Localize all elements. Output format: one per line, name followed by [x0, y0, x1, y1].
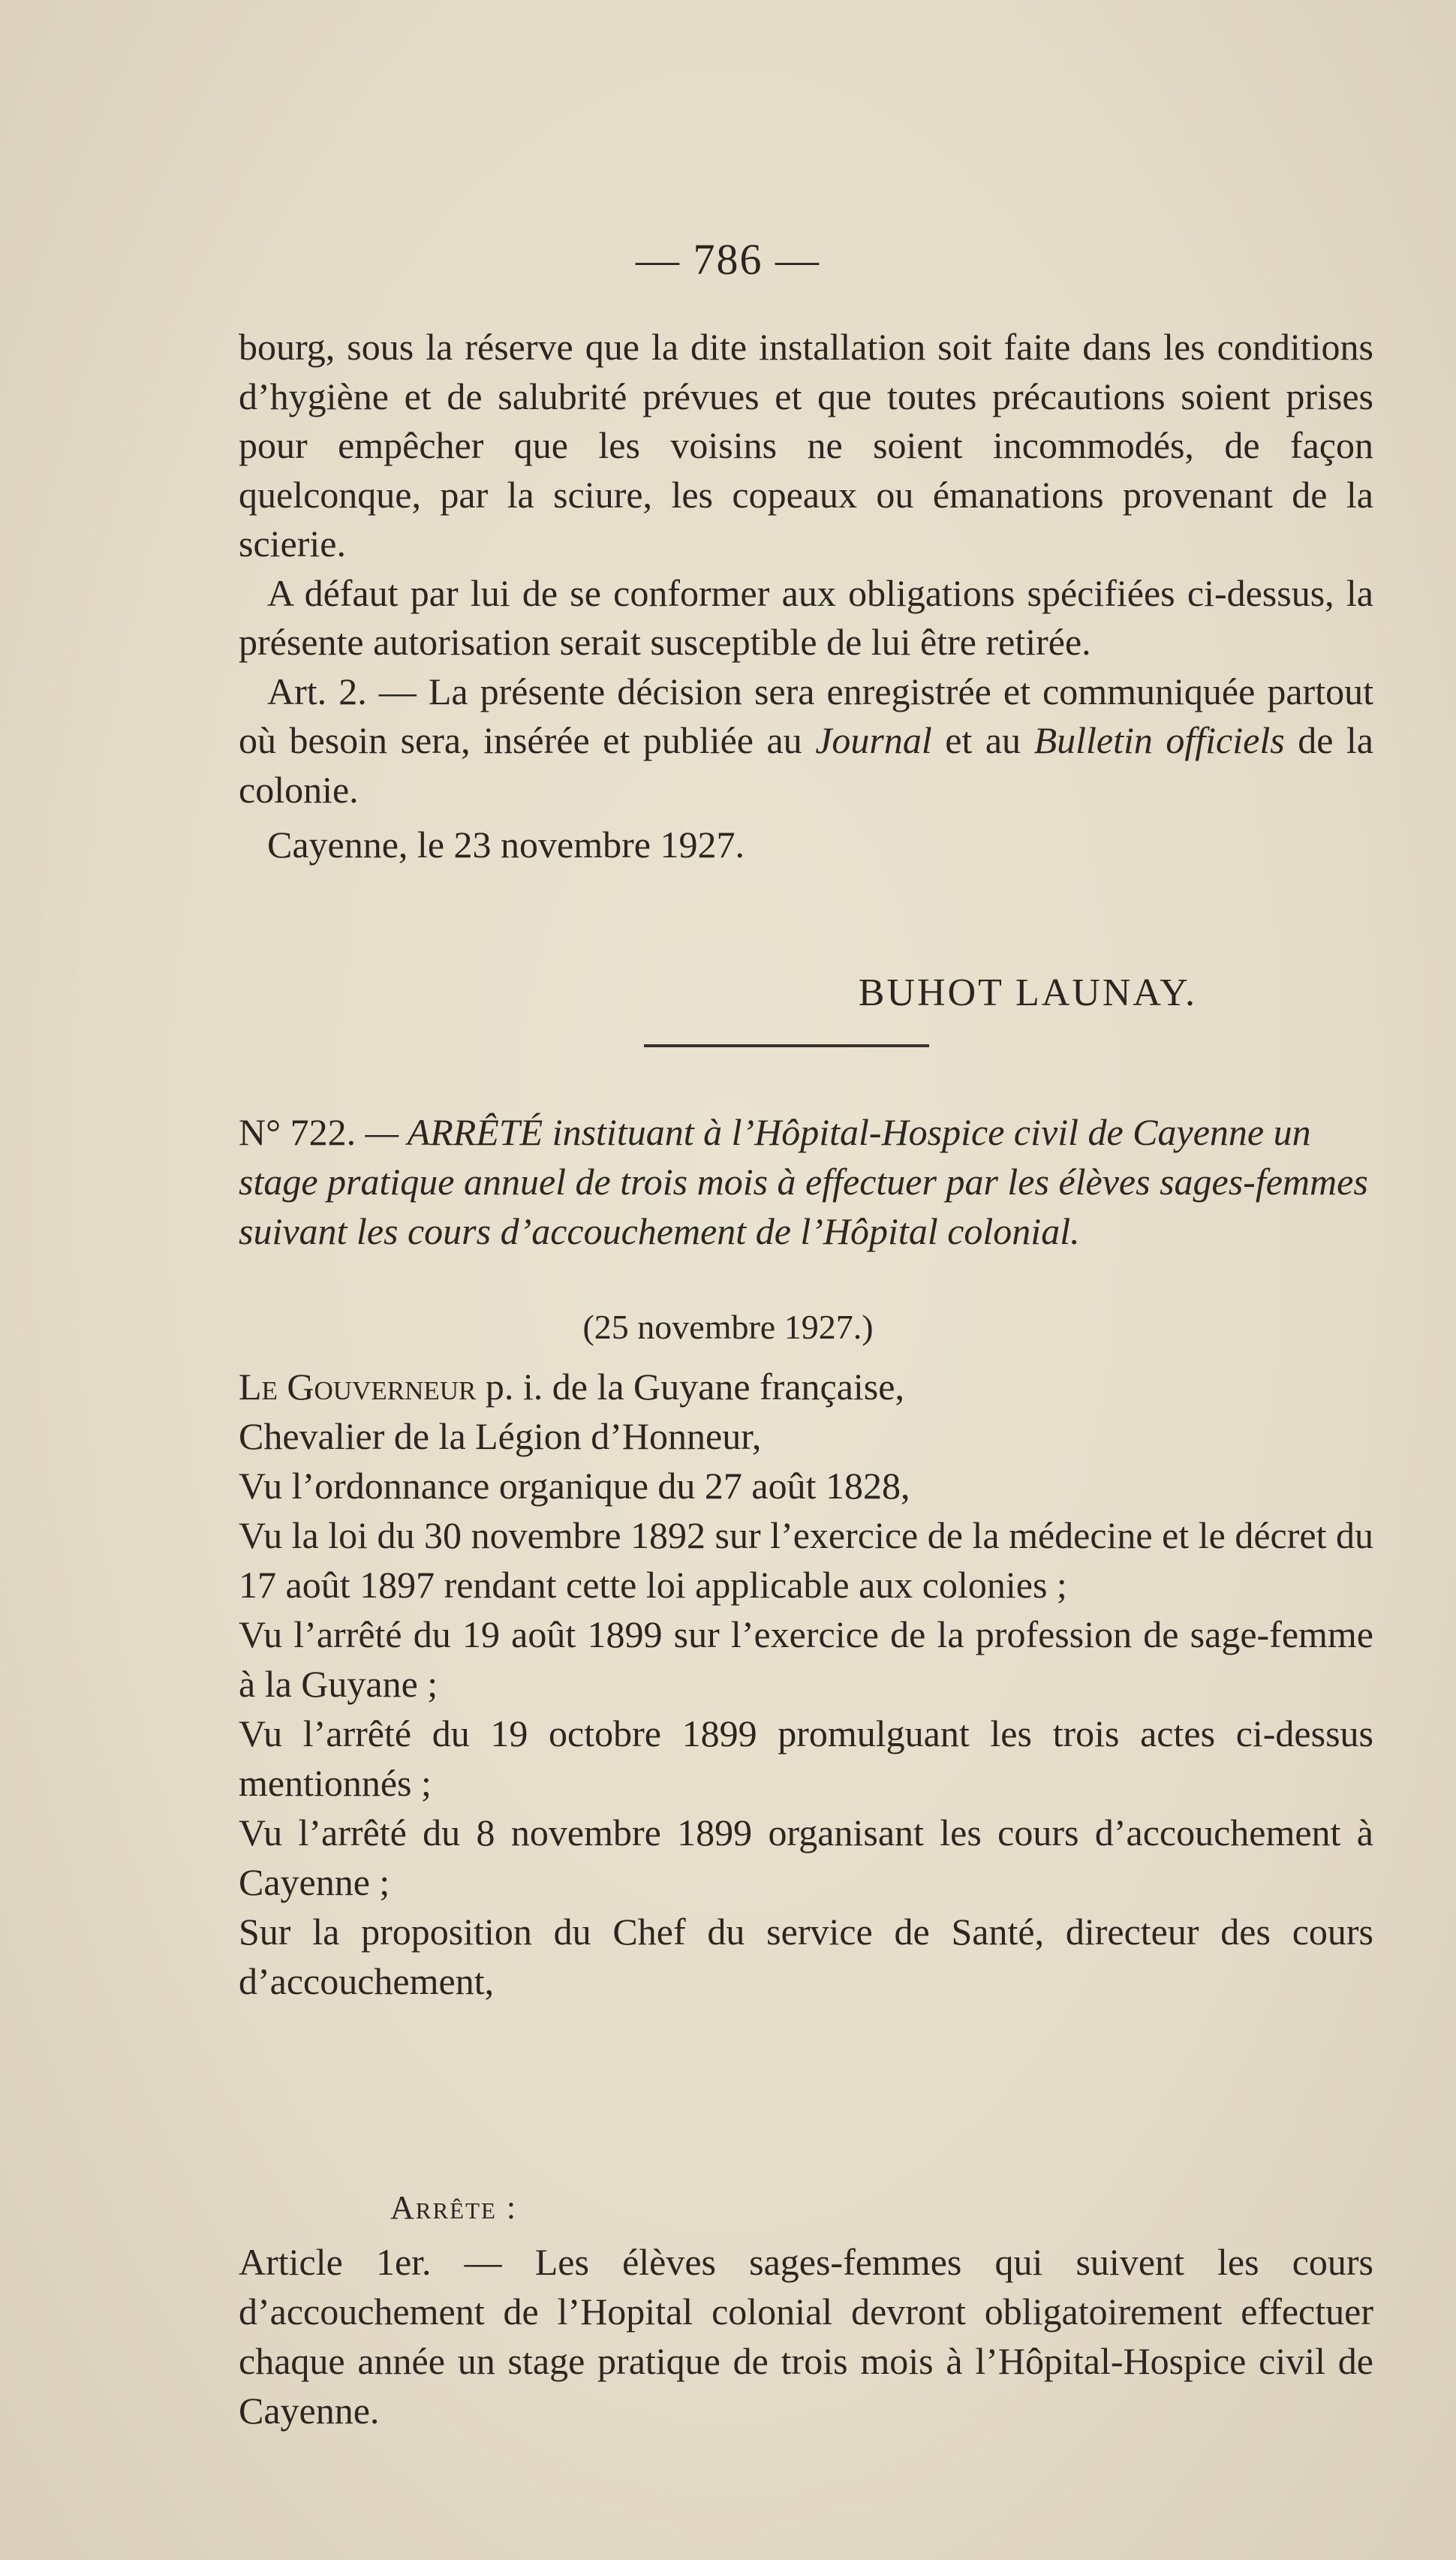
- article-1-text: Article 1er. — Les élèves sages-femmes qui suivent les cours d’accouchement de l’Hopital colonial devront obligatoirement effectuer chaque année un stage pratique de trois mois à l’Hôpital-Hospice civil de Cayenne.: [239, 2241, 1373, 2432]
- sur-proposition: Sur la proposition du Chef du service de Santé, directeur des cours d’accouchement,: [239, 1911, 1373, 2002]
- vu-arrete-aout: Vu l’arrêté du 19 août 1899 sur l’exercice de la profession de sage-femme à la Guyane ;: [239, 1613, 1373, 1705]
- article-1: [239, 2237, 1373, 2435]
- bulletin-words: Bulletin officiels: [1033, 719, 1285, 761]
- arrete-heading: [239, 1107, 1373, 1256]
- article-2-lead: Art. 2. — La présente décision sera enregistrée et communiquée partout où besoin sera, insérée et publiée au: [239, 670, 1373, 761]
- article-2-end: de la colonie.: [239, 719, 1373, 811]
- section-divider: [644, 1044, 929, 1047]
- arrete-date: (25 novembre 1927.): [582, 1308, 874, 1346]
- vu-arrete-novembre: Vu l’arrêté du 8 novembre 1899 organisant les cours d’accouchement à Cayenne ;: [239, 1812, 1373, 1903]
- paragraph-scierie: [239, 323, 1373, 870]
- article-2-mid: et au: [931, 719, 1034, 761]
- vu-loi: Vu la loi du 30 novembre 1892 sur l’exercice de la médecine et le décret du 17 août 1897 rendant cette loi applicable aux colonies ;: [239, 1514, 1373, 1606]
- vu-arrete-octobre: Vu l’arrêté du 19 octobre 1899 promulguant les trois actes ci-dessus mentionnés ;: [239, 1712, 1373, 1804]
- gouverneur-rest: p. i. de la Guyane française,: [476, 1366, 904, 1408]
- vu-ordonnance: Vu l’ordonnance organique du 27 août 1828,: [239, 1465, 910, 1507]
- arrete-title: — ARRÊTÉ instituant à l’Hôpital-Hospice civil de Cayenne un stage pratique annuel de trois mois à effectuer par les élèves sages-femmes suivant les cours d’accouchement de l’Hôpital colonial.: [239, 1111, 1368, 1252]
- arrete-word: Arrête :: [390, 2189, 518, 2226]
- chevalier-line: Chevalier de la Légion d’Honneur,: [239, 1415, 762, 1457]
- arrete-number: N° 722.: [239, 1111, 356, 1153]
- paragraph-defaut: A défaut par lui de se conformer aux obligations spécifiées ci-dessus, la présente autorisation serait susceptible de lui être retirée.: [239, 571, 1373, 663]
- page-number: — 786 —: [636, 235, 820, 284]
- gouverneur-line: [239, 1362, 1373, 1411]
- signature: BUHOT LAUNAY.: [858, 971, 1197, 1014]
- gouverneur-title: Le Gouverneur: [239, 1366, 477, 1408]
- journal-word: Journal: [815, 719, 932, 761]
- date-line: Cayenne, le 23 novembre 1927.: [267, 824, 745, 866]
- paragraph-text: bourg, sous la réserve que la dite installation soit faite dans les conditions d’hygiène et de salubrité prévues et que toutes précautions soient prises pour empêcher que les voisins ne soient incommodés, de façon quelconque, par la sciure, les copeaux ou émanations provenant de la scierie.: [239, 326, 1373, 565]
- paragraph-article-2: [239, 667, 1373, 815]
- arrete-body: [239, 1362, 1373, 2006]
